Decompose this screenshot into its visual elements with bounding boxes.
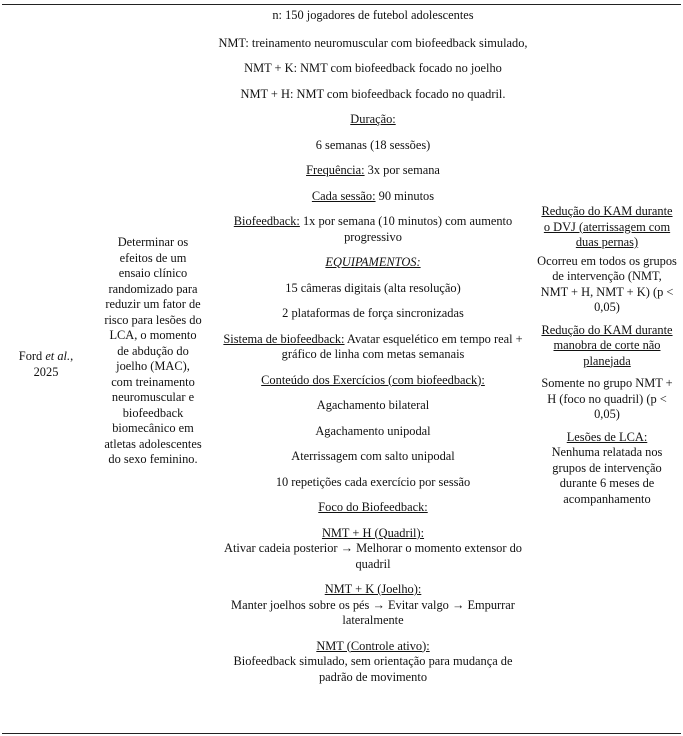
focus-control-label: NMT (Controle ativo): — [316, 638, 430, 653]
equipment-cameras: 15 câmeras digitais (alta resolução) — [285, 280, 461, 295]
equipment-heading — [216, 255, 530, 271]
exercises-label: Conteúdo dos Exercícios (com biofeedback): — [261, 372, 485, 387]
kam-dvj-label: Redução do KAM durante o DVJ (aterrissagem com duas pernas) — [541, 204, 673, 249]
exercise-repetitions: 10 repetições cada exercício por sessão — [275, 474, 471, 489]
table-bottom-rule — [2, 733, 681, 734]
biofeedback-value: 1x por semana (10 minutos) com aumento progressivo — [299, 214, 513, 244]
focus-knee-label: NMT + K (Joelho): — [324, 582, 422, 596]
group-nmt-k: NMT + K: NMT com biofeedback focado no joelho — [244, 61, 502, 75]
exercise-single-leg-landing: Aterrissagem com salto unipodal — [291, 449, 455, 463]
frequency-value: 3x por semana — [364, 163, 440, 177]
objective-text: Determinar os efeitos de um ensaio clínico randomizado para reduzir um fator de risco para lesões do LCA, o momento de abdução do joelho (MAC), com treinamento neuromuscular e biofeedback biomecânico em atletas adolescentes do sexo feminino. — [104, 235, 202, 466]
sample-size: n: 150 jogadores de futebol adolescentes — [272, 8, 474, 22]
focus-hip-label: NMT + H (Quadril): — [321, 525, 425, 540]
acl-label: Lesões de LCA: — [566, 429, 648, 444]
biofeedback-row — [216, 214, 530, 245]
author-year: 2025 — [33, 364, 59, 379]
group-nmt: NMT: treinamento neuromuscular com biofeedback simulado, — [218, 35, 528, 50]
equipment-force-plates: 2 plataformas de força sincronizadas — [282, 306, 464, 320]
biofeedback-label: Biofeedback: — [233, 214, 300, 228]
focus-knee — [216, 582, 530, 629]
objective-cell — [104, 235, 202, 468]
focus-hip-text: Ativar cadeia posterior → Melhorar o momento extensor do quadril — [224, 541, 522, 571]
exercises-heading — [216, 373, 530, 389]
author-etal: et al. — [45, 349, 71, 363]
focus-label: Foco do Biofeedback: — [318, 500, 428, 514]
kam-cut-label: Redução do KAM durante manobra de corte não planejada — [541, 322, 673, 368]
author-comma: , — [70, 349, 74, 363]
result-kam-dvj-heading — [537, 204, 677, 251]
focus-heading — [216, 500, 530, 516]
table-top-rule — [2, 4, 681, 5]
result-kam-dvj-text: Ocorreu em todos os grupos de intervenção (NMT, NMT + H, NMT + K) (p < 0,05) — [537, 253, 677, 314]
group-nmt-h: NMT + H: NMT com biofeedback focado no quadril. — [240, 86, 506, 101]
results-cell — [537, 204, 677, 507]
exercise-bilateral-squat: Agachamento bilateral — [316, 398, 430, 412]
acl-text: Nenhuma relatada nos grupos de intervenção durante 6 meses de acompanhamento — [551, 445, 663, 506]
result-acl-injuries — [537, 430, 677, 508]
result-kam-cut-heading — [537, 323, 677, 370]
session-row — [216, 189, 530, 205]
duration-label: Duração: — [350, 112, 396, 126]
focus-control — [216, 639, 530, 686]
exercise-single-leg-squat: Agachamento unipodal — [315, 423, 431, 438]
biofeedback-system-row — [216, 332, 530, 363]
author-cell — [8, 349, 84, 380]
session-value: 90 minutos — [375, 188, 435, 203]
system-label: Sistema de biofeedback: — [223, 331, 345, 346]
session-label: Cada sessão: — [311, 188, 376, 203]
author-name: Ford — [18, 349, 46, 363]
frequency-row — [216, 163, 530, 179]
focus-knee-text: Manter joelhos sobre os pés → Evitar valgo → Empurrar lateralmente — [231, 597, 515, 627]
system-value: Avatar esquelético em tempo real + gráfico de linha com metas semanais — [281, 331, 523, 361]
duration-value: 6 semanas (18 sessões) — [315, 137, 431, 152]
methods-cell — [216, 8, 530, 685]
focus-control-text: Biofeedback simulado, sem orientação para mudança de padrão de movimento — [233, 654, 513, 684]
result-kam-cut-text: Somente no grupo NMT + H (foco no quadril) (p < 0,05) — [541, 376, 673, 421]
frequency-label: Frequência: — [306, 163, 365, 177]
duration-heading — [216, 112, 530, 128]
equipment-label: EQUIPAMENTOS: — [325, 255, 421, 269]
focus-hip — [216, 526, 530, 573]
